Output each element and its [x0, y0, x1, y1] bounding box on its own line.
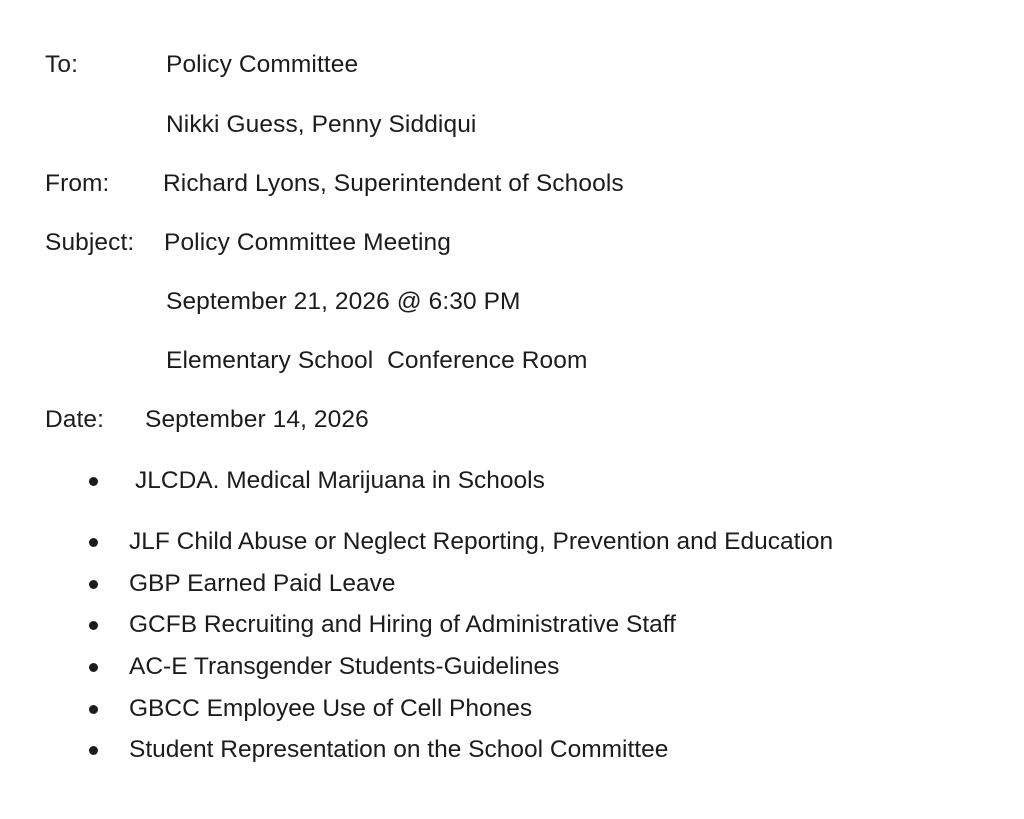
subject-datetime: September 21, 2026 @ 6:30 PM [166, 288, 521, 315]
date-label: Date: [45, 406, 105, 433]
date-value: September 14, 2026 [145, 406, 369, 433]
agenda-item-text: JLCDA. Medical Marijuana in Schools [135, 467, 545, 494]
agenda-item-text: Student Representation on the School Committee [129, 736, 669, 763]
subject-label: Subject: [45, 229, 135, 256]
bullet-icon [89, 538, 98, 547]
to-label: To: [45, 51, 78, 78]
to-recipient-secondary: Nikki Guess, Penny Siddiqui [166, 111, 477, 138]
bullet-icon [89, 621, 98, 630]
bullet-icon [89, 705, 98, 714]
from-label: From: [45, 170, 110, 197]
agenda-item-text: JLF Child Abuse or Neglect Reporting, Prevention and Education [129, 528, 834, 555]
bullet-icon [89, 580, 98, 589]
agenda-item-text: AC-E Transgender Students-Guidelines [129, 653, 560, 680]
subject-title: Policy Committee Meeting [164, 229, 451, 256]
to-recipient-primary: Policy Committee [166, 51, 359, 78]
subject-location: Elementary School Conference Room [166, 347, 588, 374]
agenda-item-text: GBCC Employee Use of Cell Phones [129, 695, 533, 722]
bullet-icon [89, 663, 98, 672]
agenda-item-text: GBP Earned Paid Leave [129, 570, 396, 597]
from-value: Richard Lyons, Superintendent of Schools [163, 170, 624, 197]
bullet-icon [89, 477, 98, 486]
agenda-item-text: GCFB Recruiting and Hiring of Administrative Staff [129, 611, 676, 638]
bullet-icon [89, 746, 98, 755]
